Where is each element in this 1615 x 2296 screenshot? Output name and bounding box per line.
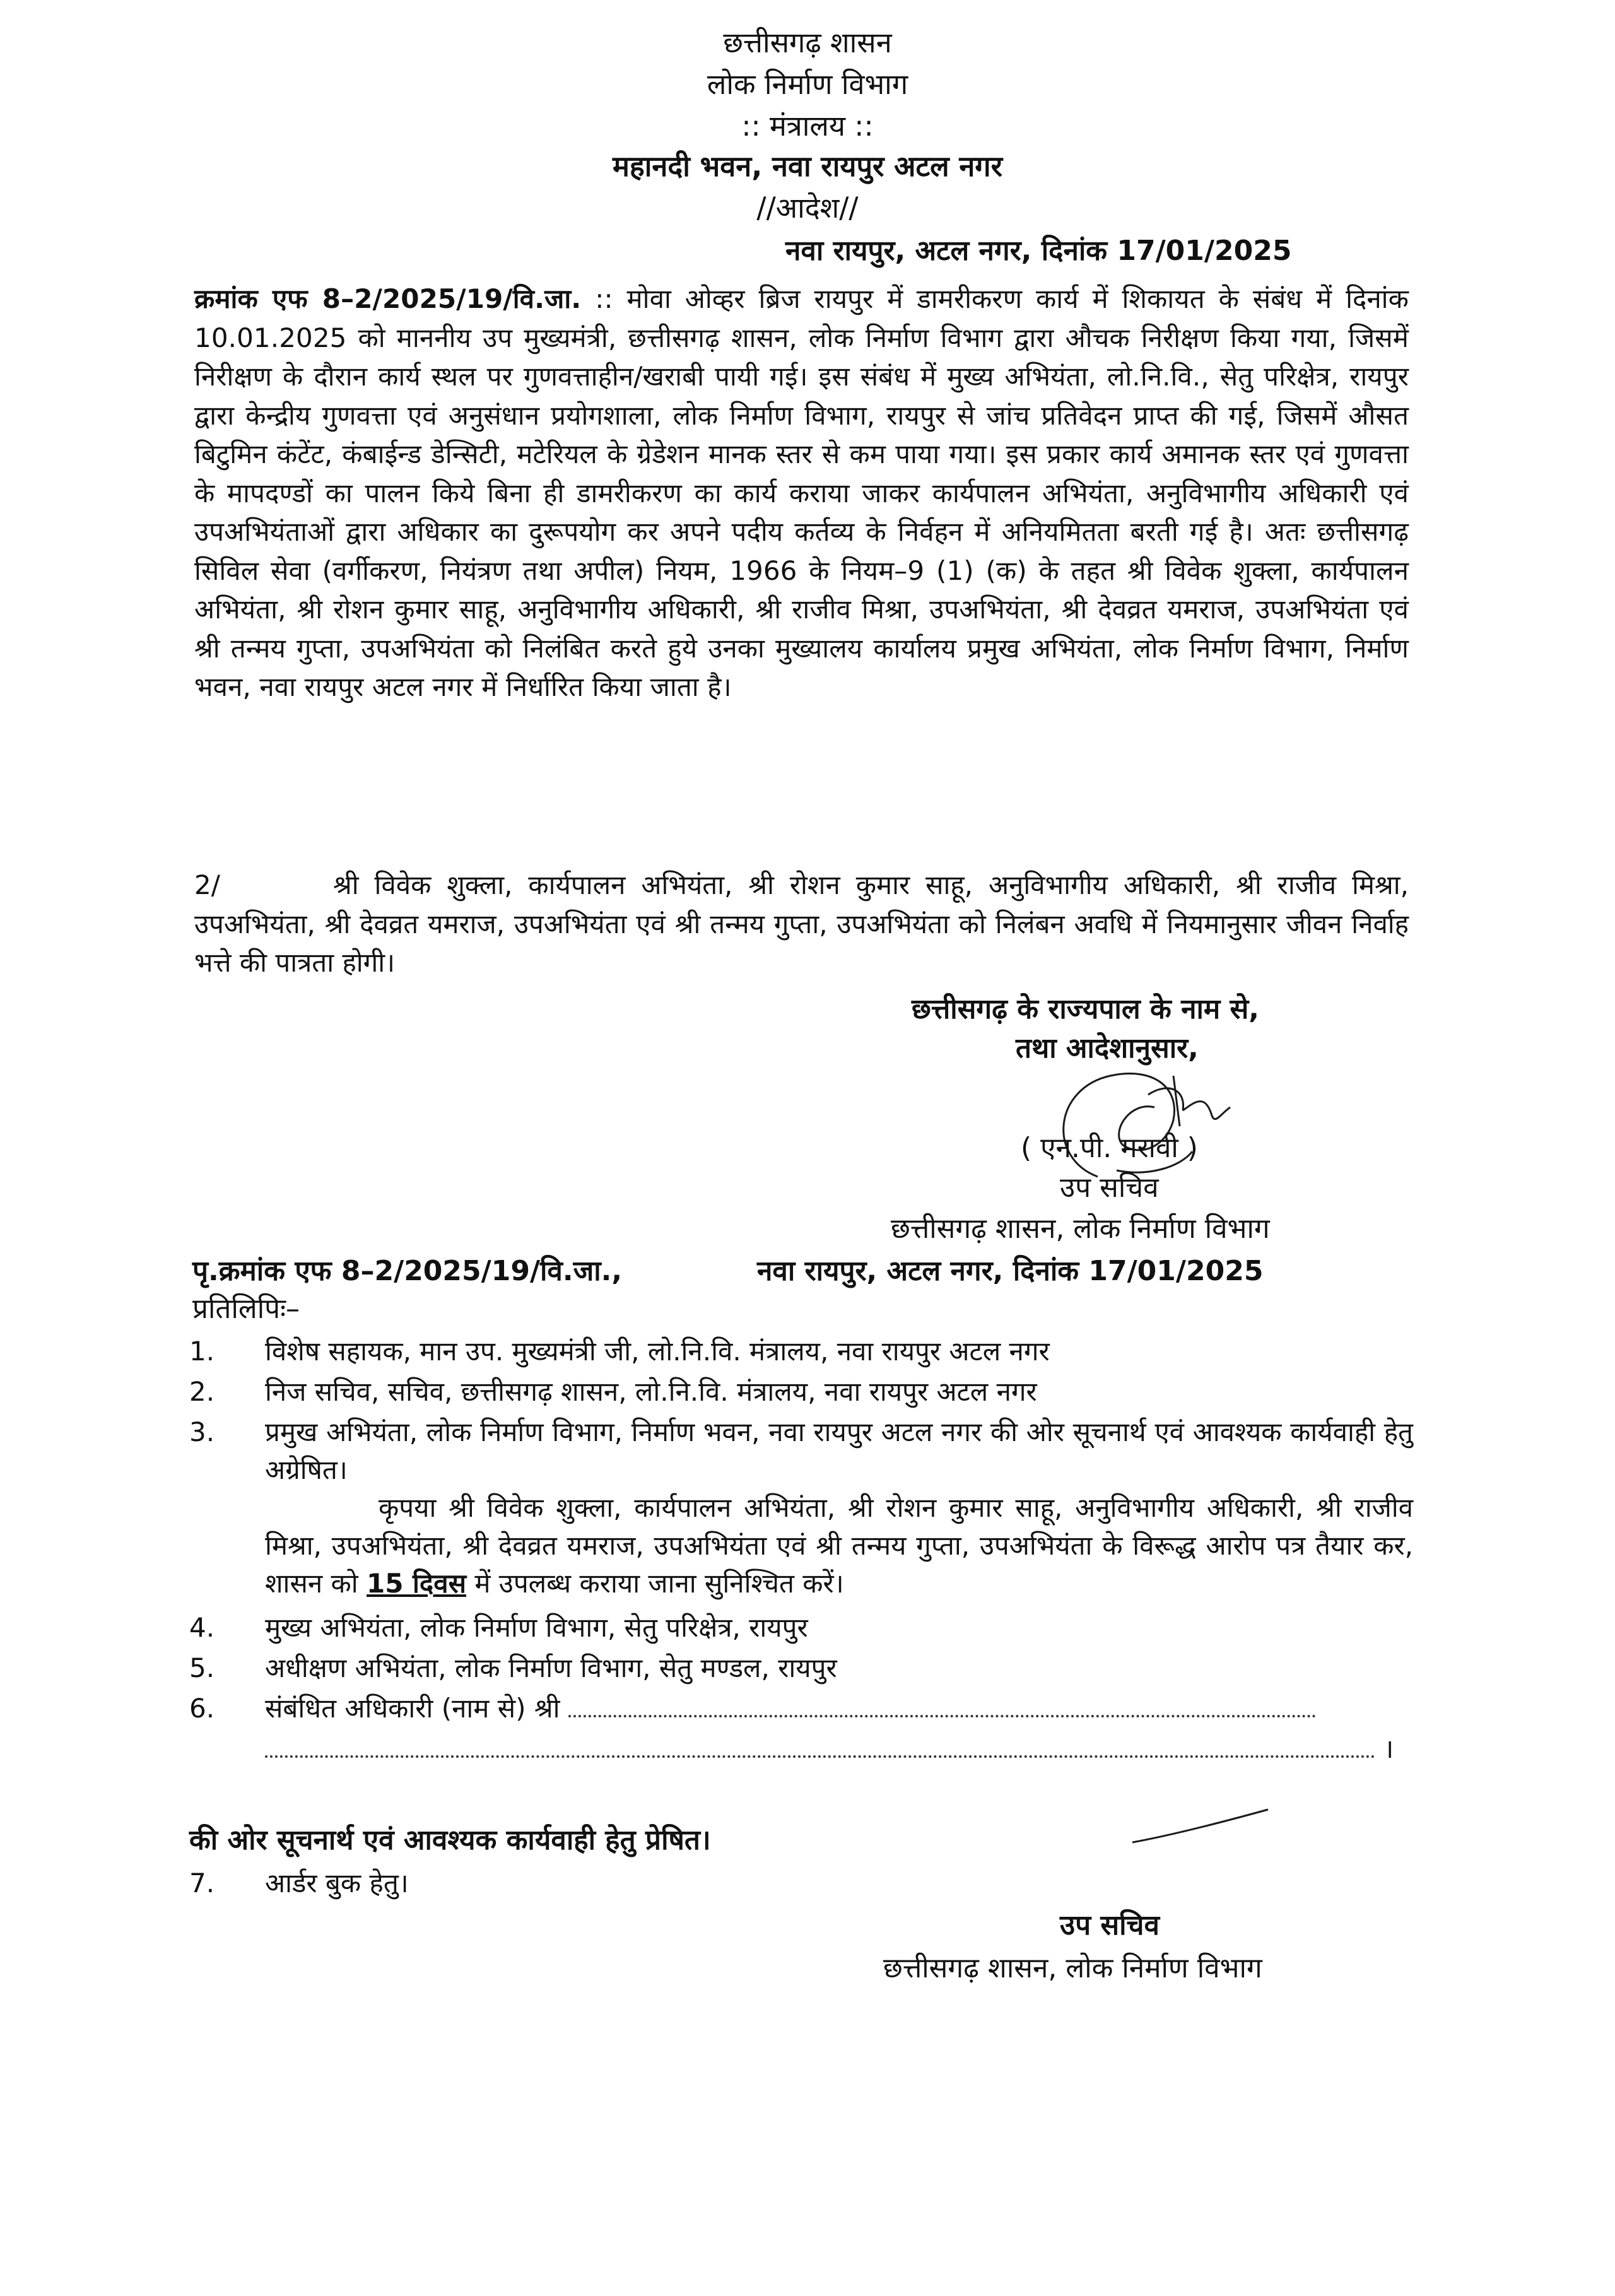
endorsement-date: नवा रायपुर, अटल नगर, दिनांक 17/01/2025 — [757, 1255, 1264, 1287]
list-item: 1. विशेष सहायक, मान उप. मुख्यमंत्री जी, लो.नि.वि. मंत्रालय, नवा रायपुर अटल नगर — [189, 1336, 1050, 1367]
list-item: 2. निज सचिव, सचिव, छत्तीसगढ़ शासन, लो.नि.वि. मंत्रालय, नवा रायपुर अटल नगर — [189, 1376, 1037, 1407]
header-ministry: :: मंत्रालय :: — [741, 109, 874, 143]
list-item: 3. प्रमुख अभियंता, लोक निर्माण विभाग, निर्माण भवन, नवा रायपुर अटल नगर की ओर सूचनार्थ एवं आवश्यक कार्यवाही हेतु अग्रेषित। कृपया श्री विवेक शुक्ला, कार्यपालन अभियंता, श्री रोशन कुमार साहू, अनुविभागीय अधिकारी, श्री राजीव मिश्रा, उपअभियंता, श्री देवव्रत यमराज, उपअभियंता एवं श्री तन्मय गुप्ता, उपअभियंता के विरूद्ध आरोप पत्र तैयार कर, शासन को 15 दिवस में उपलब्ध कराया जाना सुनिश्चित करें। — [189, 1413, 1413, 1603]
header-order-title: //आदेश// — [756, 191, 859, 225]
signatory-name: ( एन.पी. मरावी ) — [1021, 1132, 1198, 1164]
order-paragraph-1 — [194, 280, 1409, 707]
signatory-2-designation: उप सचिव — [1060, 1909, 1160, 1941]
signatory-designation: उप सचिव — [1060, 1172, 1159, 1204]
blank-fill-line — [265, 1730, 1375, 1758]
header-address: महानदी भवन, नवा रायपुर अटल नगर — [612, 150, 1003, 183]
item-6-end: । — [1383, 1733, 1394, 1764]
list-item: 5. अधीक्षण अभियंता, लोक निर्माण विभाग, सेतु मण्डल, रायपुर — [189, 1652, 837, 1683]
copy-to-label: प्रतिलिपिः– — [192, 1293, 300, 1325]
governor-name-line: छत्तीसगढ़ के राज्यपाल के नाम से, — [912, 993, 1259, 1025]
item-7-text: आर्डर बुक हेतु। — [265, 1868, 409, 1899]
signature-2-mark — [1129, 1804, 1274, 1849]
order-authority-line: तथा आदेशानुसार, — [1016, 1032, 1199, 1064]
order-paragraph-1-text: :: मोवा ओव्हर ब्रिज रायपुर में डामरीकरण कार्य में शिकायत के संबंध में दिनांक 10.01.2025 को माननीय उप मुख्यमंत्री, छत्तीसगढ़ शासन, लोक निर्माण विभाग द्वारा औचक निरीक्षण किया गया, जिसमें निरीक्षण के दौरान कार्य स्थल पर गुणवत्ताहीन/खराबी पायी गई। इस संबंध में मुख्य अभियंता, लो.नि.वि., सेतु परिक्षेत्र, रायपुर द्वारा केन्द्रीय गुणवत्ता एवं अनुसंधान प्रयोगशाला, लोक निर्माण विभाग, रायपुर से जांच प्रतिवेदन प्राप्त की गई, जिसमें औसत बिटुमिन कंटेंट, कंबाईन्ड डेन्सिटी, मटेरियल के ग्रेडेशन मानक स्तर से कम पाया गया। इस प्रकार कार्य अमानक स्तर एवं गुणवत्ता के मापदण्डों का पालन किये बिना ही डामरीकरण का कार्य कराया जाकर कार्यपालन अभियंता, अनुविभागीय अधिकारी एवं उपअभियंताओं द्वारा अधिकार का दुरूपयोग कर अपने पदीय कर्तव्य के निर्वहन में अनियमितता बरती गई है। अतः छत्तीसगढ़ सिविल सेवा (वर्गीकरण, नियंत्रण तथा अपील) नियम, 1966 के नियम–9 (1) (क) के तहत श्री विवेक शुक्ला, कार्यपालन अभियंता, श्री रोशन कुमार साहू, अनुविभागीय अधिकारी, श्री राजीव मिश्रा, उपअभियंता, श्री देवव्रत यमराज, उपअभियंता एवं श्री तन्मय गुप्ता, उपअभियंता को निलंबित करते हुये उनका मुख्यालय कार्यालय प्रमुख अभियंता, लोक निर्माण विभाग, निर्माण भवन, नवा रायपुर अटल नगर में निर्धारित किया जाता है। — [194, 283, 1409, 702]
paragraph-2-number: 2/ — [194, 869, 220, 900]
deadline-days: 15 दिवस — [366, 1568, 466, 1599]
list-item: 4. मुख्य अभियंता, लोक निर्माण विभाग, सेतु परिक्षेत्र, रायपुर — [189, 1612, 808, 1643]
signatory-office: छत्तीसगढ़ शासन, लोक निर्माण विभाग — [891, 1213, 1270, 1245]
order-paragraph-2-text: श्री विवेक शुक्ला, कार्यपालन अभियंता, श्री रोशन कुमार साहू, अनुविभागीय अधिकारी, श्री राजीव मिश्रा, उपअभियंता, श्री देवव्रत यमराज, उपअभियंता एवं श्री तन्मय गुप्ता, उपअभियंता को निलंबन अवधि में नियमानुसार जीवन निर्वाह भत्ते की पात्रता होगी। — [194, 869, 1409, 978]
header-government: छत्तीसगढ़ शासन — [723, 26, 892, 59]
item-3-note: कृपया श्री विवेक शुक्ला, कार्यपालन अभियंता, श्री रोशन कुमार साहू, अनुविभागीय अधिकारी, श्री राजीव मिश्रा, उपअभियंता, श्री देवव्रत यमराज, उपअभियंता एवं श्री तन्मय गुप्ता, उपअभियंता के विरूद्ध आरोप पत्र तैयार कर, शासन को 15 दिवस में उपलब्ध कराया जाना सुनिश्चित करें। — [265, 1492, 1413, 1599]
item-7-number: 7. — [189, 1868, 215, 1899]
order-reference: क्रमांक एफ 8–2/2025/19/वि.जा. — [194, 283, 582, 314]
blank-fill-line — [568, 1690, 1316, 1717]
list-item: 6. संबंधित अधिकारी (नाम से) श्री । — [189, 1690, 1413, 1768]
copy-list — [189, 1333, 1413, 1768]
order-date: नवा रायपुर, अटल नगर, दिनांक 17/01/2025 — [785, 235, 1292, 267]
endorsement-reference: पृ.क्रमांक एफ 8–2/2025/19/वि.जा., — [192, 1255, 623, 1287]
signatory-2-office: छत्तीसगढ़ शासन, लोक निर्माण विभाग — [883, 1952, 1262, 1984]
order-paragraph-2 — [194, 866, 1409, 982]
header-department: लोक निर्माण विभाग — [707, 68, 908, 101]
forward-line: की ओर सूचनार्थ एवं आवश्यक कार्यवाही हेतु प्रेषित। — [189, 1824, 711, 1856]
